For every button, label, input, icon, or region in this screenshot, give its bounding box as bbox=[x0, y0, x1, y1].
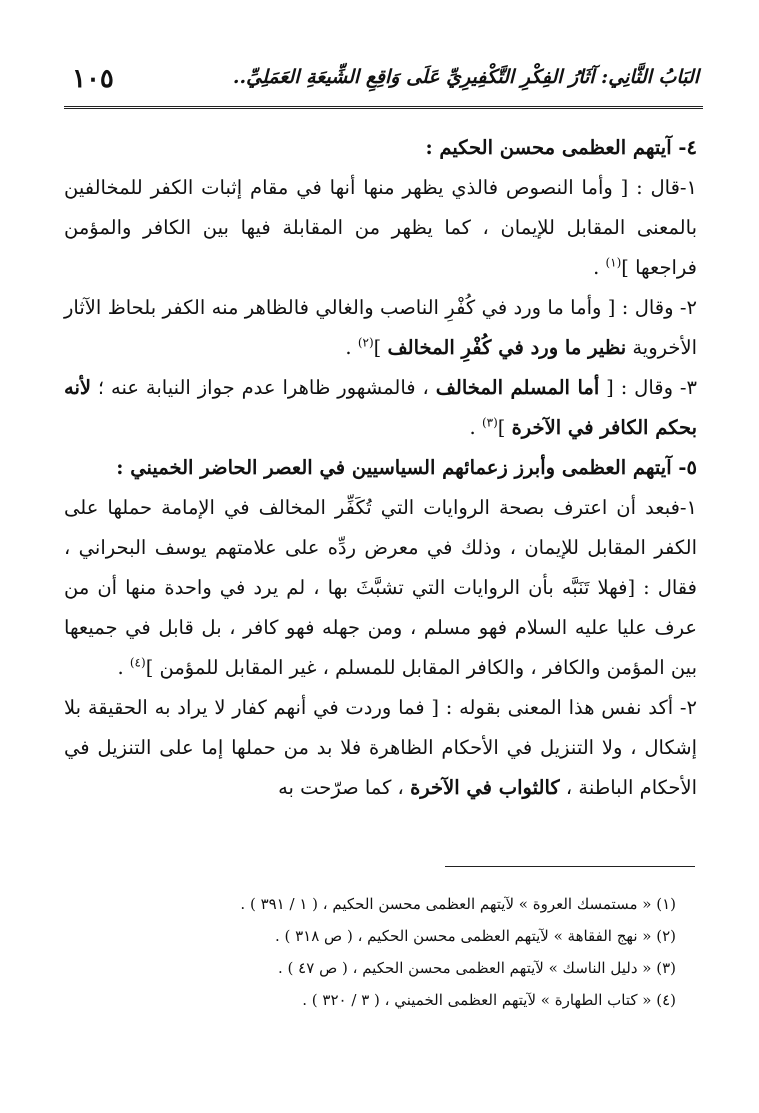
footnote-ref: (٤) bbox=[129, 655, 146, 670]
paragraph-hakim-1: ١-قال : [ وأما النصوص فالذي يظهر منها أنها في مقام إثبات الكفر للمخالفين بالمعنى المقابل للإيمان ، كما يظهر من المقابلة فيها بين الكافر والمؤمن فراجعها ]$^{(١)}$ . bbox=[64, 176, 697, 279]
body-text bbox=[64, 128, 697, 808]
footnote-ref: (٢) bbox=[357, 335, 374, 350]
footnote-1: (١) « مستمسك العروة » لآيتهم العظمى محسن الحكيم ، ( ١ / ٣٩١ ) . bbox=[240, 895, 676, 913]
paragraph-hakim-2: ٢- وقال : [ وأما ما ورد في كُفْرِ الناصب والغالي فالظاهر منه الكفر بلحاظ الآثار الأخروية نظير ما ورد في كُفْرِ المخالف ]$^{(٢)}$ . bbox=[64, 296, 697, 359]
running-header-title: البَابُ الثَّانِي: آثَارُ الفِكْرِ التَّكْفِيرِيِّ عَلَى وَاقِعِ الشِّيعَةِ العَمَلِيِّ.. bbox=[232, 66, 699, 88]
footnote-4: (٤) « كتاب الطهارة » لآيتهم العظمى الخميني ، ( ٣ / ٣٢٠ ) . bbox=[302, 991, 676, 1009]
page-number: ١٠٥ bbox=[72, 64, 114, 94]
footnotes bbox=[64, 888, 676, 1016]
section-heading-khomeini: ٥- آيتهم العظمى وأبرز زعمائهم السياسيين في العصر الحاضر الخميني : bbox=[116, 456, 697, 479]
footnote-separator bbox=[445, 866, 695, 867]
section-heading-hakim: ٤- آيتهم العظمى محسن الحكيم : bbox=[425, 136, 697, 159]
paragraph-khomeini-1: ١-فبعد أن اعترف بصحة الروايات التي تُكَفِّر المخالف في الإمامة حملها على الكفر المقابل للإيمان ، وذلك في معرض ردِّه على علامتهم يوسف البحراني ، فقال : [فهلا تَنَبَّه بأن الروايات التي تشبَّثَ بها ، لم يرد في واحدة منها أن من عرف عليا عليه السلام فهو مسلم ، ومن جهله فهو كافر ، بل قابل في جميعها بين المؤمن والكافر ، والكافر المقابل للمسلم ، غير المقابل للمؤمن ]$^{(٤)}$ . bbox=[64, 496, 697, 679]
footnote-ref: (١) bbox=[605, 255, 622, 270]
header-rule bbox=[64, 106, 703, 109]
footnote-ref: (٣) bbox=[481, 415, 498, 430]
footnote-2: (٢) « نهج الفقاهة » لآيتهم العظمى محسن الحكيم ، ( ص ٣١٨ ) . bbox=[274, 927, 676, 945]
paragraph-hakim-3: ٣- وقال : [ أما المسلم المخالف ، فالمشهور ظاهرا عدم جواز النيابة عنه ؛ لأنه بحكم الكافر في الآخرة ]$^{(٣)}$ . bbox=[64, 376, 697, 439]
paragraph-khomeini-2: ٢- أكد نفس هذا المعنى بقوله : [ فما وردت في أنهم كفار لا يراد به الحقيقة بلا إشكال ، ولا التنزيل في الأحكام الظاهرة فلا بد من حملها إما على التنزيل في الأحكام الباطنة ، كالثواب في الآخرة ، كما صرّحت به bbox=[64, 696, 697, 799]
footnote-3: (٣) « دليل الناسك » لآيتهم العظمى محسن الحكيم ، ( ص ٤٧ ) . bbox=[278, 959, 676, 977]
